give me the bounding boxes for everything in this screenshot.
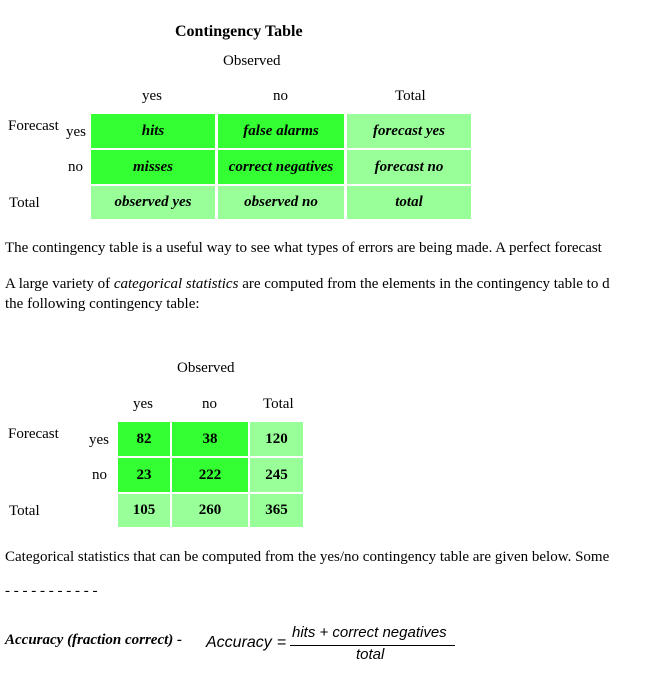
table2-forecast-label: Forecast: [8, 426, 59, 442]
accuracy-heading: Accuracy (fraction correct) -: [5, 632, 183, 648]
table2-observed-label: Observed: [177, 360, 235, 376]
table2-col-header-total: Total: [263, 396, 294, 412]
table1-cell-false-alarms: false alarms: [218, 114, 344, 148]
table1-row-label-yes: yes: [66, 124, 86, 140]
table1-col-header-yes: yes: [142, 88, 162, 104]
paragraph-italic-term: categorical statistics: [113, 276, 239, 292]
table1-col-header-no: no: [273, 88, 288, 104]
table1-forecast-label: Forecast: [8, 118, 59, 134]
table1-cell-hits: hits: [91, 114, 215, 148]
table1-cell-misses: misses: [91, 150, 215, 184]
paragraph-categorical-statistics: [5, 274, 610, 294]
table2-cell-observed-no: 260: [172, 494, 248, 527]
table2-cell-correct-negatives: 222: [172, 458, 248, 492]
table1-total-label: Total: [9, 195, 40, 211]
paragraph-suffix: are computed from the elements in the contingency table to d: [238, 276, 610, 292]
table1-col-header-total: Total: [395, 88, 426, 104]
table1-cell-observed-yes: observed yes: [91, 186, 215, 219]
table2-cell-hits: 82: [118, 422, 170, 456]
table2-total-label: Total: [9, 503, 40, 519]
table2-cell-misses: 23: [118, 458, 170, 492]
table1-observed-label: Observed: [223, 53, 281, 69]
table1-title: Contingency Table: [175, 23, 303, 40]
table2-cell-observed-yes: 105: [118, 494, 170, 527]
table2-cell-false-alarms: 38: [172, 422, 248, 456]
table1-cell-observed-no: observed no: [218, 186, 344, 219]
paragraph-statistics-intro: Categorical statistics that can be computed from the yes/no contingency table are given below. Some: [5, 549, 610, 565]
table2-cell-forecast-no: 245: [250, 458, 303, 492]
table1-row-label-no: no: [68, 159, 83, 175]
accuracy-denominator: total: [356, 646, 385, 663]
table1-cell-forecast-no: forecast no: [347, 150, 471, 184]
paragraph-categorical-statistics-line2: the following contingency table:: [5, 296, 200, 312]
paragraph-prefix: A large variety of: [5, 276, 114, 292]
table1-cell-correct-negatives: correct negatives: [218, 150, 344, 184]
accuracy-equals: =: [277, 634, 287, 651]
paragraph-contingency-intro: The contingency table is a useful way to see what types of errors are being made. A perfect forecast: [5, 240, 602, 256]
table2-row-label-yes: yes: [89, 432, 109, 448]
table1-cell-forecast-yes: forecast yes: [347, 114, 471, 148]
table1-cell-total: total: [347, 186, 471, 219]
table2-col-header-no: no: [202, 396, 217, 412]
table2-cell-total: 365: [250, 494, 303, 527]
accuracy-numerator: hits + correct negatives: [292, 624, 447, 641]
table2-col-header-yes: yes: [133, 396, 153, 412]
accuracy-lhs: Accuracy: [206, 634, 272, 651]
separator-dashes: - - - - - - - - - - -: [5, 583, 98, 599]
table2-row-label-no: no: [92, 467, 107, 483]
table2-cell-forecast-yes: 120: [250, 422, 303, 456]
